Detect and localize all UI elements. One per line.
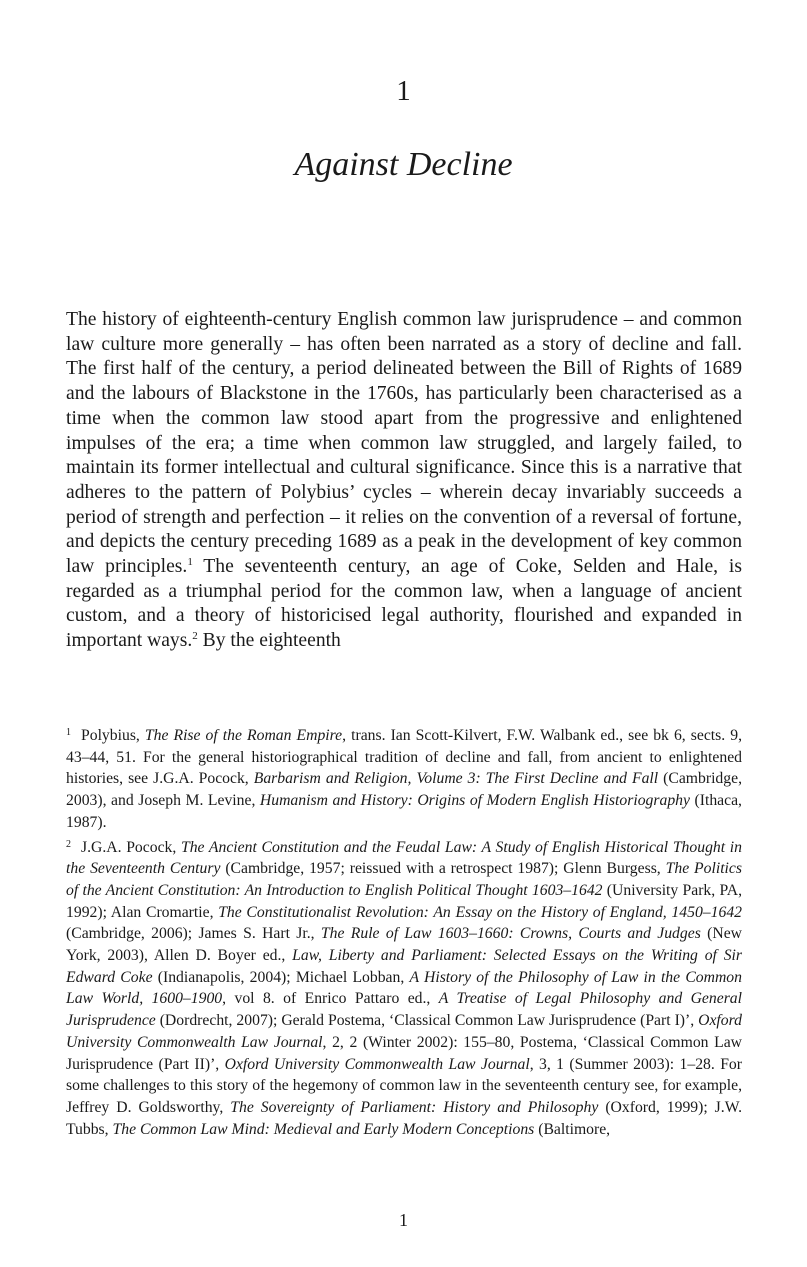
citation-title: The Common Law Mind: Medieval and Early Modern Conceptions [112, 1120, 535, 1138]
citation-title: A History of the Philosophy of Law in the Common Law World, 1600–1900 [66, 968, 742, 1008]
citation-title: The Politics of the Ancient Constitution: An Introduction to English Political Thought 1603–1642 [66, 860, 742, 899]
citation-title: Law, Liberty and Parliament: Selected Essays on the Writing of Sir Edward Coke [66, 947, 743, 986]
footnote-number: 2 [66, 838, 71, 850]
footnote-text: , 3, 1 (Summer 2003): 1–28. For some challenges to this story of the hegemony of common law in the seventeenth century see, for example, Jeffrey D. Goldsworthy, [66, 1055, 743, 1116]
footnote-text: (Ithaca, 1987). [66, 792, 742, 831]
citation-title: Oxford University Commonwealth Law Journal [66, 1012, 742, 1051]
footnote-text: (Baltimore, [534, 1120, 611, 1138]
citation-title: The Ancient Constitution and the Feudal Law: A Study of English Historical Thought in the Seventeenth Century [66, 838, 742, 878]
citation-title: Barbarism and Religion, Volume 3: The First Decline and Fall [253, 770, 659, 788]
body-text-part3: By the eighteenth [197, 630, 341, 652]
footnote-2 [66, 834, 742, 1141]
citation-title: The Constitutionalist Revolution: An Essay on the History of England, 1450–1642 [218, 903, 743, 921]
footnote-text: (Cambridge, 1957; reissued with a retrospect 1987); Glenn Burgess, [220, 860, 666, 878]
chapter-title: Against Decline [294, 146, 513, 183]
page-number: 1 [399, 1210, 408, 1230]
body-text-part1: The history of eighteenth-century English common law jurisprudence – and common law culture more generally – has often been narrated as a story of decline and fall. The first half of the century, a period delineated between the Bill of Rights of 1689 and the labours of Blackstone in the 1760s, has particularly been characterised as a time when the common law stood apart from the progressive and enlightened impulses of the era; a time when common law struggled, and largely failed, to maintain its former intellectual and cultural significance. Since this is a narrative that adheres to the pattern of Polybius’ cycles – wherein decay invariably succeeds a period of strength and perfection – it relies on the convention of a reversal of fortune, and depicts the century preceding 1689 as a peak in the development of key common law principles. [66, 309, 742, 578]
footnote-1 [66, 722, 742, 834]
citation-title: Oxford University Commonwealth Law Journal [224, 1055, 530, 1073]
body-paragraph [66, 308, 742, 654]
footnote-text: J.G.A. Pocock, [81, 838, 181, 856]
footnote-text: (Dordrecht, 2007); Gerald Postema, ‘Classical Common Law Jurisprudence (Part I)’, [155, 1012, 699, 1030]
footnote-text: (University Park, PA, 1992); Alan Cromartie, [66, 881, 742, 921]
citation-title: Humanism and History: Origins of Modern English Historiography [259, 792, 690, 810]
footnote-text: (Oxford, 1999); J.W. Tubbs, [66, 1098, 742, 1138]
footnote-text: , trans. Ian Scott-Kilvert, F.W. Walbank ed., see bk 6, sects. 9, 43–44, 51. For the general historiographical tradition of decline and fall, from ancient to enlightened histories, see J.G.A. Pocock, [66, 727, 743, 788]
footnote-text: Polybius, [81, 727, 145, 744]
citation-title: The Sovereignty of Parliament: History and Philosophy [230, 1098, 599, 1116]
footnote-text: (New York, 2003), Allen D. Boyer ed., [66, 925, 742, 965]
footnote-number: 1 [66, 727, 71, 738]
footnote-ref-2[interactable]: 2 [192, 630, 198, 643]
footnote-text: , vol 8. of Enrico Pattaro ed., [222, 990, 439, 1008]
footnote-text: , 2, 2 (Winter 2002): 155–80, Postema, ‘Classical Common Law Jurisprudence (Part II)’, [66, 1033, 742, 1073]
footnote-text: (Cambridge, 2006); James S. Hart Jr., [66, 925, 321, 943]
footnotes [66, 722, 742, 1140]
citation-title: The Rise of the Roman Empire [144, 727, 343, 744]
body-text-part2: The seventeenth century, an age of Coke, Selden and Hale, is regarded as a triumphal period for the common law, when a language of ancient custom, and a theory of historicised legal authority, flourished and expanded in important ways. [66, 556, 742, 652]
citation-title: A Treatise of Legal Philosophy and General Jurisprudence [66, 990, 743, 1030]
footnote-text: (Cambridge, 2003), and Joseph M. Levine, [66, 770, 743, 810]
footnote-text: (Indianapolis, 2004); Michael Lobban, [152, 968, 410, 986]
citation-title: The Rule of Law 1603–1660: Crowns, Courts and Judges [320, 925, 701, 943]
chapter-number: 1 [396, 75, 411, 107]
footnote-ref-1[interactable]: 1 [187, 556, 193, 569]
